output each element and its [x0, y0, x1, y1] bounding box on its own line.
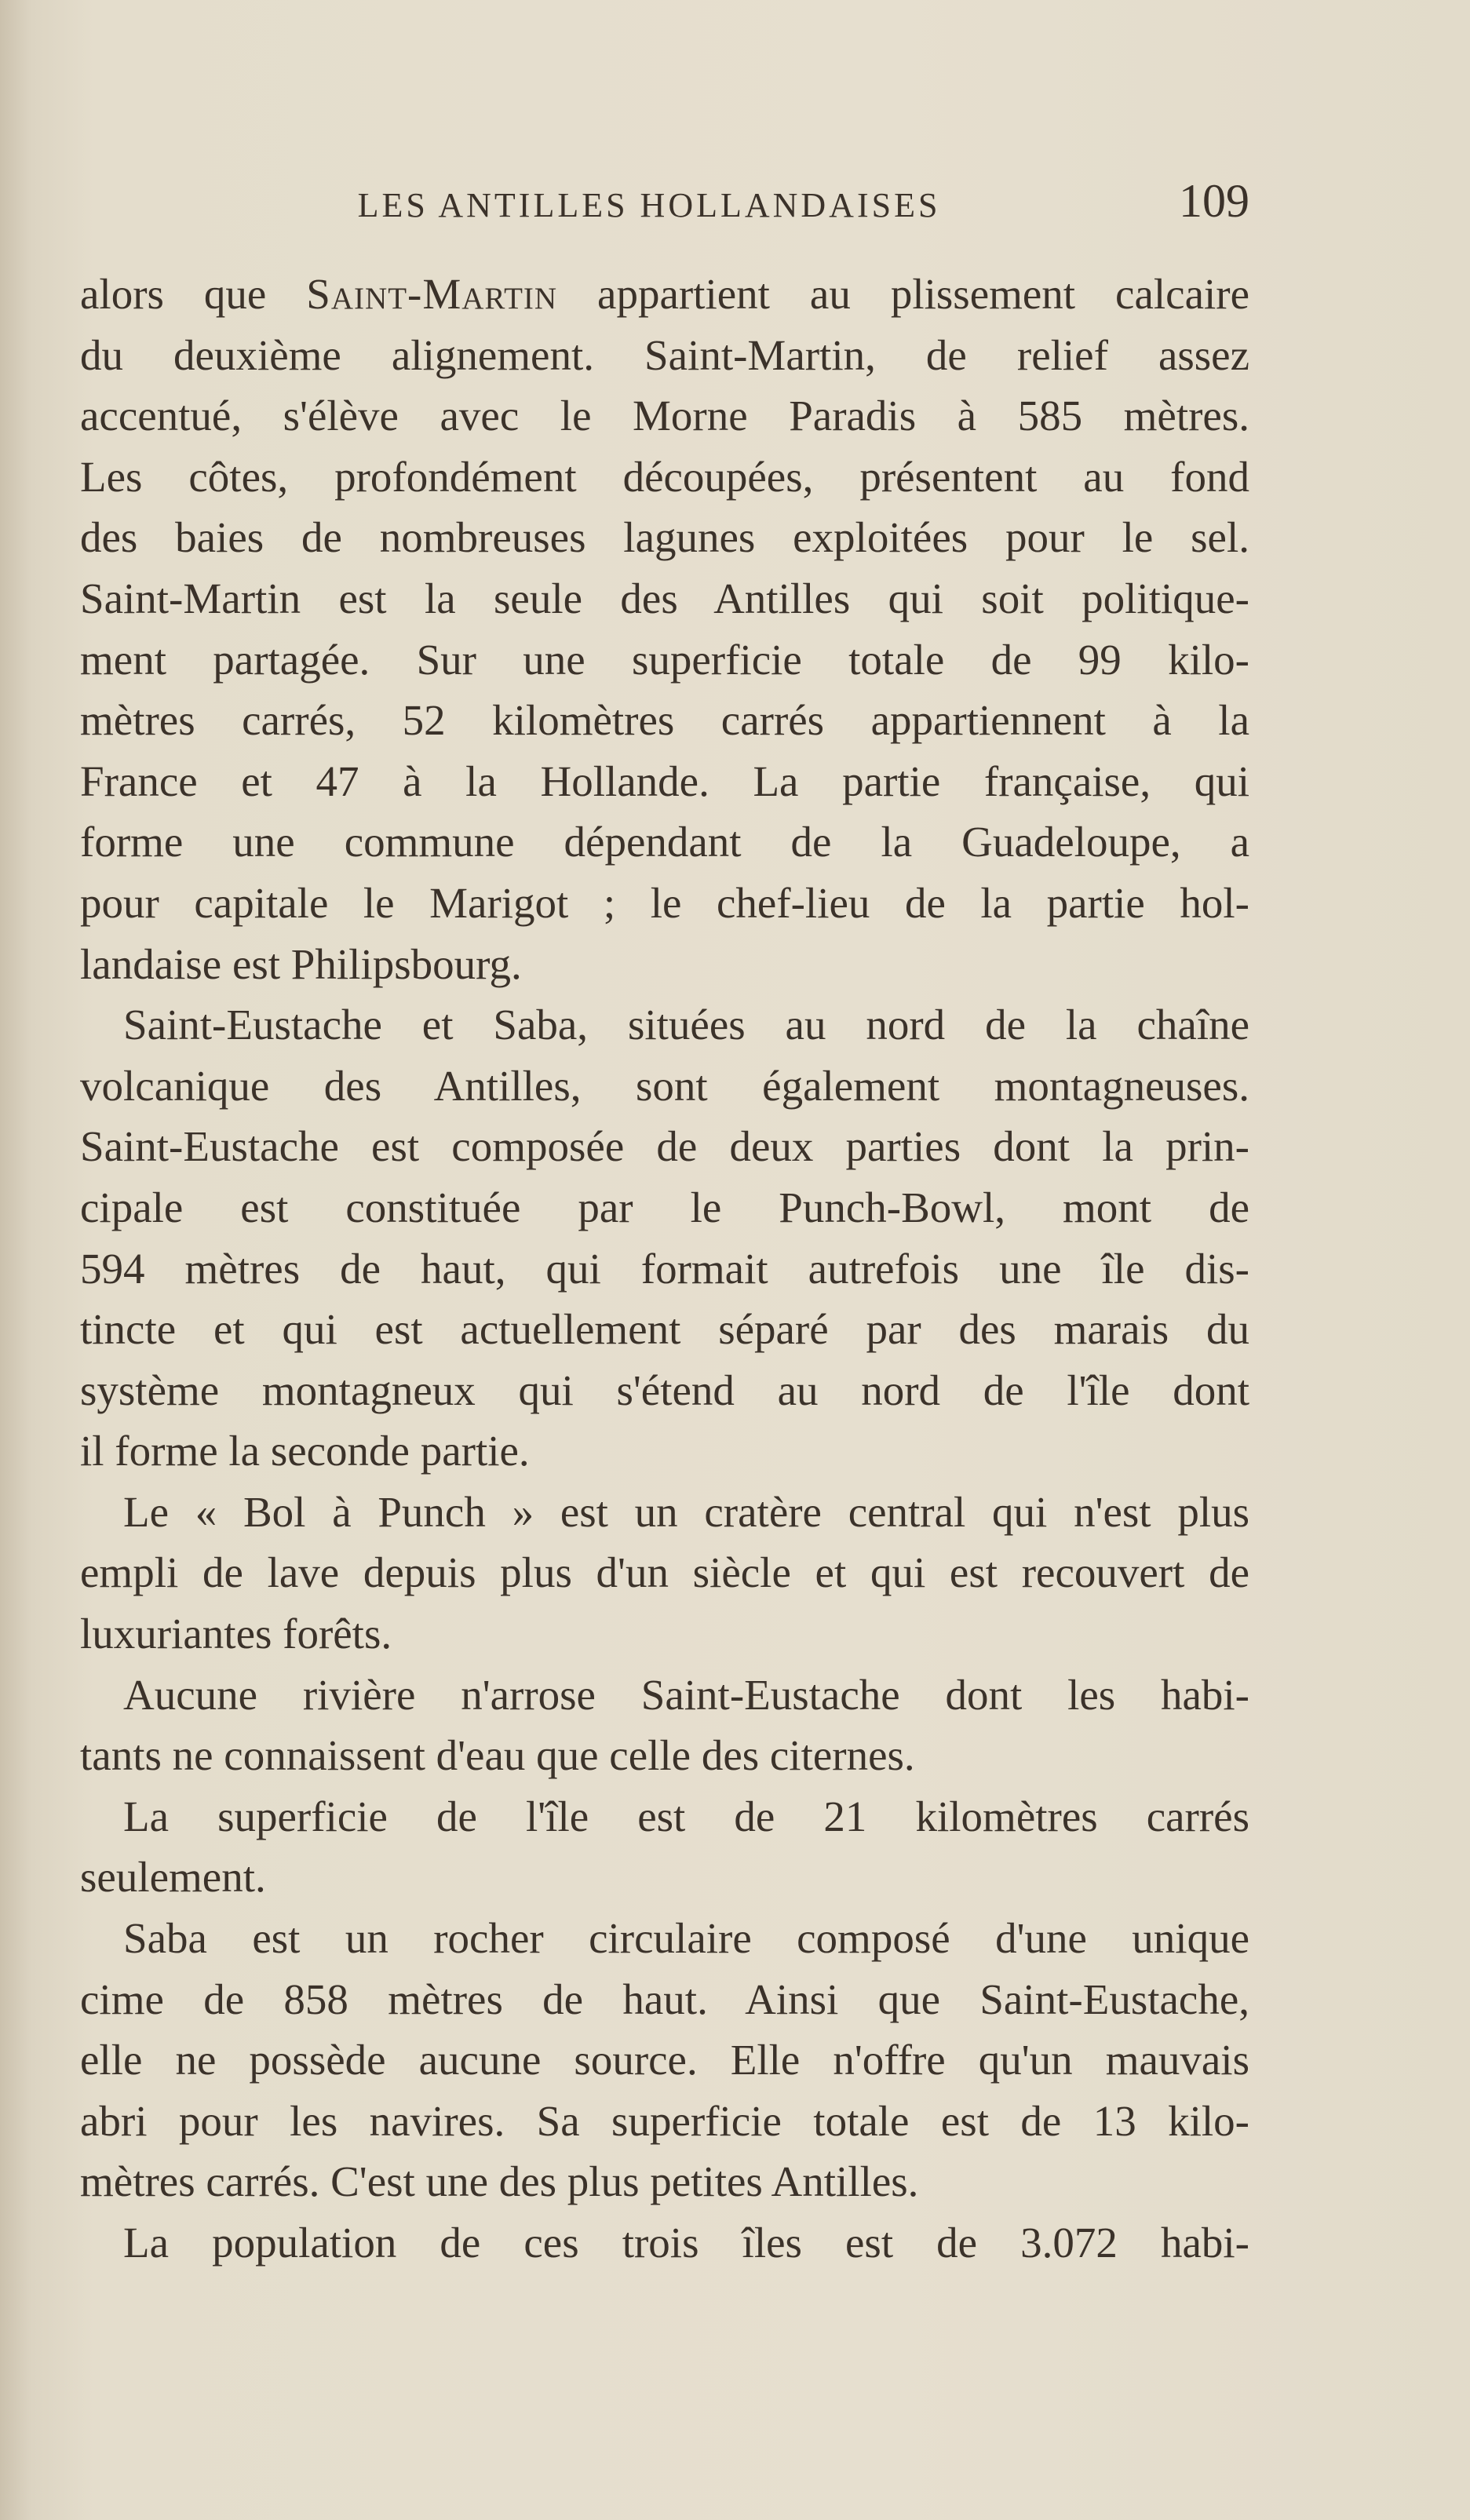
paragraph — [80, 1908, 1249, 2212]
text-line: du deuxième alignement. Saint-Martin, de relief assez — [80, 330, 1249, 379]
text-line: elle ne possède aucune source. Elle n'offre qu'un mauvais — [80, 2036, 1249, 2084]
text-line: accentué, s'élève avec le Morne Paradis à 585 mètres. — [80, 392, 1249, 440]
text-line: Le « Bol à Punch » est un cratère central qui n'est plus — [123, 1487, 1249, 1536]
text-line: France et 47 à la Hollande. La partie française, qui — [80, 757, 1249, 805]
paragraph — [80, 1665, 1249, 1786]
text-line — [80, 264, 1249, 325]
text-line: Aucune rivière n'arrose Saint-Eustache dont les habi- — [123, 1670, 1249, 1719]
text-line: ment partagée. Sur une superficie totale de 99 kilo- — [80, 635, 1249, 684]
text-line: système montagneux qui s'étend au nord de l'île dont — [80, 1366, 1249, 1414]
text-line: seulement. — [80, 1853, 266, 1902]
page-number: 109 — [1179, 175, 1249, 227]
text-line: cime de 858 mètres de haut. Ainsi que Saint-Eustache, — [80, 1975, 1249, 2023]
paragraph — [80, 1482, 1249, 1665]
running-header — [80, 174, 1249, 231]
text-line: abri pour les navires. Sa superficie totale est de 13 kilo- — [80, 2096, 1249, 2145]
text-line: landaise est Philipsbourg. — [80, 939, 522, 988]
text-line: il forme la seconde partie. — [80, 1427, 530, 1475]
text-line: pour capitale le Marigot ; le chef-lieu de la partie hol- — [80, 878, 1249, 927]
text-line: mètres carrés. C'est une des plus petites Antilles. — [80, 2157, 919, 2206]
text-line: tants ne connaissent d'eau que celle des citernes. — [80, 1731, 915, 1780]
text-line: Saint-Eustache est composée de deux parties dont la prin- — [80, 1122, 1249, 1171]
text-line: luxuriantes forêts. — [80, 1610, 392, 1658]
text-line: La superficie de l'île est de 21 kilomètres carrés — [123, 1792, 1249, 1840]
paragraph — [80, 994, 1249, 1482]
body-text — [80, 264, 1249, 2274]
text-line: Les côtes, profondément découpées, présentent au fond — [80, 452, 1249, 501]
text-line: Saint-Martin est la seule des Antilles qui soit politique- — [80, 574, 1249, 622]
text-line: empli de lave depuis plus d'un siècle et qui est recouvert de — [80, 1548, 1249, 1597]
text-segment: alors que — [80, 270, 307, 318]
text-line: 594 mètres de haut, qui formait autrefois une île dis- — [80, 1244, 1249, 1293]
text-line: Saint-Eustache et Saba, situées au nord de la chaîne — [123, 1001, 1249, 1049]
text-line: La population de ces trois îles est de 3.072 habi- — [123, 2219, 1249, 2267]
text-line: mètres carrés, 52 kilomètres carrés appartiennent à la — [80, 696, 1249, 745]
paragraph — [80, 264, 1249, 994]
text-line: tincte et qui est actuellement séparé par des marais du — [80, 1305, 1249, 1354]
text-line: cipale est constituée par le Punch-Bowl, mont de — [80, 1183, 1249, 1231]
text-line: Saba est un rocher circulaire composé d'une unique — [123, 1914, 1249, 1963]
small-caps-name: Saint-Martin — [306, 270, 558, 318]
text-line: volcanique des Antilles, sont également montagneuses. — [80, 1061, 1249, 1110]
running-title: LES ANTILLES HOLLANDAISES — [357, 186, 941, 224]
paragraph — [80, 1786, 1249, 1908]
text-segment: appartient au plissement calcaire — [557, 270, 1249, 318]
paragraph — [80, 2212, 1249, 2274]
text-line: forme une commune dépendant de la Guadeloupe, a — [80, 818, 1249, 866]
text-line: des baies de nombreuses lagunes exploitées pour le sel. — [80, 513, 1249, 562]
